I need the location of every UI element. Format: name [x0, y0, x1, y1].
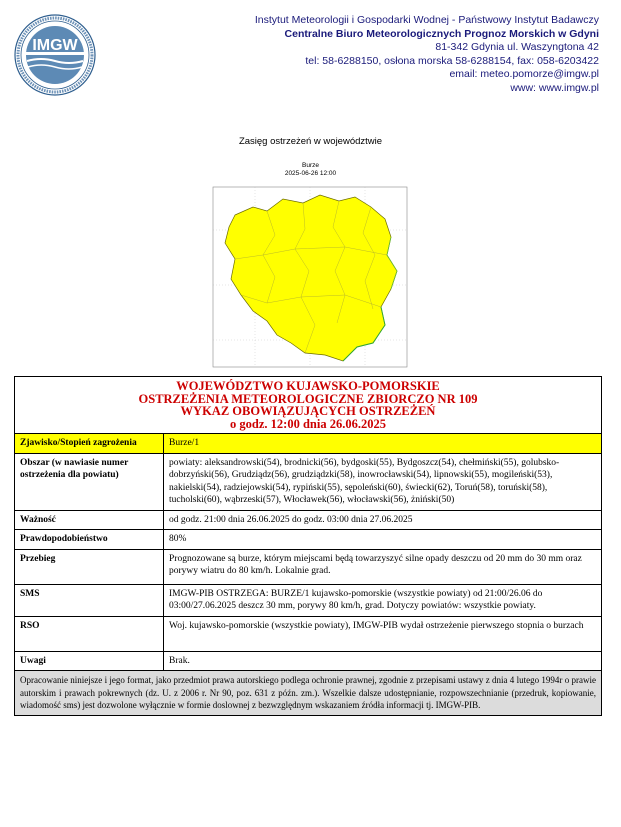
- imgw-logo: [14, 14, 96, 96]
- row-label: Przebieg: [15, 549, 164, 584]
- table-row: [15, 434, 602, 454]
- table-row: [15, 651, 602, 671]
- row-value: 80%: [164, 530, 602, 550]
- row-label: Prawdopodobieństwo: [15, 530, 164, 550]
- issue-time: o godz. 12:00 dnia 26.06.2025: [230, 416, 386, 431]
- list-heading: WYKAZ OBOWIĄZUJĄCYCH OSTRZEŻEŃ: [180, 404, 436, 418]
- row-label: Obszar (w nawiasie numer ostrzeżenia dla powiatu): [15, 453, 164, 510]
- table-row: [15, 530, 602, 550]
- row-value: IMGW-PIB OSTRZEGA: BURZE/1 kujawsko-pomorskie (wszystkie powiaty) od 21:00/26.06 do 03:00/27.06.2025 deszcz 30 mm, porywy 80 km/h, grad. Dotyczy powiatów: wszystkie powiaty.: [164, 584, 602, 616]
- table-row: [15, 510, 602, 530]
- table-row: [15, 549, 602, 584]
- website: www: www.imgw.pl: [510, 81, 599, 94]
- bureau-name: Centralne Biuro Meteorologicznych Prognoz Morskich w Gdyni: [284, 27, 599, 40]
- row-label: RSO: [15, 616, 164, 651]
- map-subtitle: [0, 162, 621, 178]
- warning-title: [15, 377, 602, 434]
- copyright-footer: Opracowanie niniejsze i jego format, jako przedmiot prawa autorskiego podlega ochronie prawnej, zgodnie z przepisami ustawy z dnia 4 lutego 1994r o prawie autorskim i prawach pokrewnych (dz. U. z 2006 r. Nr 90, poz. 631 z późn. zm.). Wszelkie dalsze udostępnianie, rozpowszechnianie (przedruk, kopiowanie, wiadomość sms) jest dozwolone wyłącznie w formie doslownej z bezwzględnym wskazaniem źródła informacji tj. IMGW-PIB.: [15, 671, 602, 716]
- voivodeship-title: WOJEWÓDZTWO KUJAWSKO-POMORSKIE: [176, 379, 440, 393]
- row-value: powiaty: aleksandrowski(54), brodnicki(56), bydgoski(55), Bydgoszcz(54), chełmiński(55), golubsko-dobrzyński(56), Grudziądz(56), grudziądzki(58), inowrocławski(54), lipnowski(55), mogileński(53), nakielski(54), radziejowski(54), rypiński(55), sępoleński(60), świecki(62), Toruń(58), toruński(58), tucholski(60), wąbrzeski(57), Włocławek(56), włocławski(56), żniński(50): [164, 453, 602, 510]
- row-label: Ważność: [15, 510, 164, 530]
- row-label: SMS: [15, 584, 164, 616]
- row-value: od godz. 21:00 dnia 26.06.2025 do godz. 03:00 dnia 27.06.2025: [164, 510, 602, 530]
- logo-text: IMGW: [32, 37, 78, 54]
- email: email: meteo.pomorze@imgw.pl: [449, 68, 599, 80]
- bulletin-number: OSTRZEŻENIA METEOROLOGICZNE ZBIORCZO NR 109: [138, 391, 478, 406]
- map-datetime: 2025-06-26 12:00: [284, 170, 337, 177]
- table-row: [15, 584, 602, 616]
- table-row: [15, 616, 602, 651]
- map-title: Zasięg ostrzeżeń w województwie: [238, 136, 383, 147]
- phone-fax: tel: 58-6288150, osłona morska 58-6288154, fax: 058-6203422: [305, 54, 599, 67]
- table-row: [15, 453, 602, 510]
- institution-header: [255, 14, 599, 95]
- row-label: Uwagi: [15, 651, 164, 671]
- row-label: Zjawisko/Stopień zagrożenia: [15, 434, 164, 454]
- warning-table: [14, 376, 602, 716]
- institute-name: Instytut Meteorologii i Gospodarki Wodnej - Państwowy Instytut Badawczy: [254, 14, 599, 26]
- address: 81-342 Gdynia ul. Waszyngtona 42: [435, 41, 599, 53]
- map-phenomenon: Burze: [302, 162, 319, 169]
- warning-map: [205, 185, 415, 375]
- row-value: Prognozowane są burze, którym miejscami będą towarzyszyć silne opady deszczu od 20 mm do 30 mm oraz porywy wiatru do 80 km/h. Lokalnie grad.: [164, 549, 602, 584]
- row-value: Brak.: [164, 651, 602, 671]
- row-value: Woj. kujawsko-pomorskie (wszystkie powiaty), IMGW-PIB wydał ostrzeżenie pierwszego stopnia o burzach: [164, 616, 602, 651]
- row-value: Burze/1: [164, 434, 602, 454]
